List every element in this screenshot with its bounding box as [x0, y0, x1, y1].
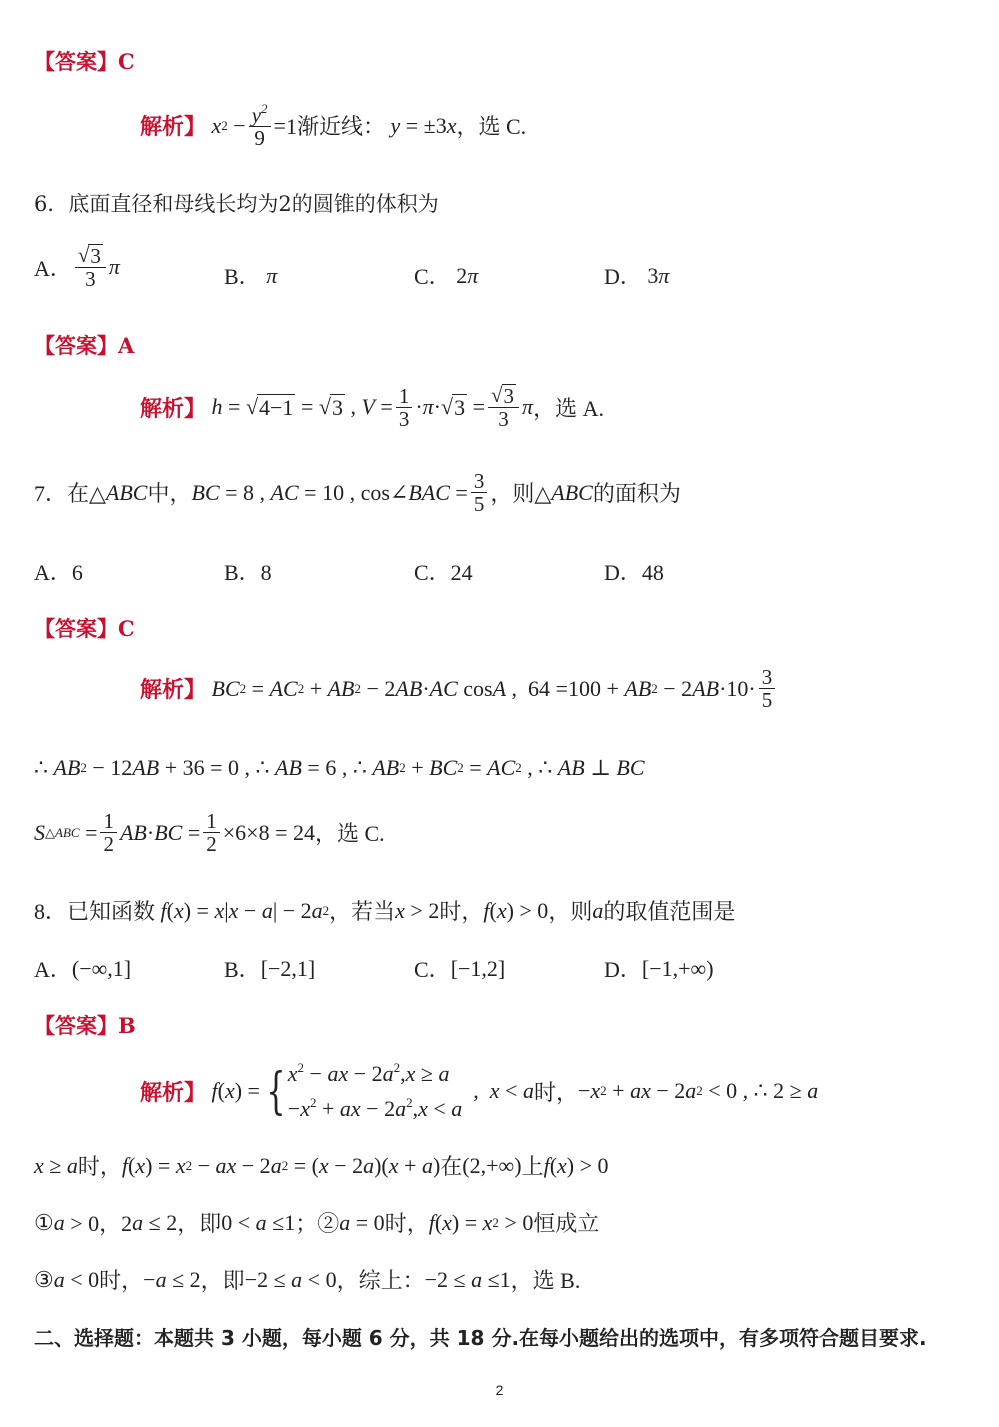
q6-option-c: C． 2 π [414, 262, 479, 289]
q7-analysis-line1: 解析】 BC 2 = AC 2 + AB 2 − 2 AB · AC cos A , 64 =100 + AB 2 − 2 AB ·10· $\frac{3}{5}$ [140, 666, 778, 711]
q5-answer: 【答案】 C [34, 48, 135, 74]
piecewise: { $x^2$ − ax − $2a^2,x \ge a$ $-x^2$ + ax − $2a^2,x < a$ [266, 1060, 463, 1122]
q8-analysis-line4: ③ a < 0 时， − a ≤ 2 ，即 −2 ≤ a < 0 ，综上： −2 ≤ a ≤1 ，选 B. [34, 1266, 581, 1293]
q6-stem: 6．底面直径和母线长均为2的圆锥的体积为 [34, 192, 439, 216]
q6-analysis: 解析】 h = √ 4−1 = √ 3 , V = $\frac{1}{3}$ · π · √ 3 = √ 3 3 π ，选 A. [140, 383, 604, 432]
q6-option-a: A． √ 3 3 π [34, 243, 120, 292]
q6-answer: 【答案】 A [34, 332, 135, 358]
q8-analysis-line1: 解析】 f ( x ) = { $x^2$ − ax − $2a^2,x \ge a$ $-x^2$ + ax − $2a^2,x < a$ , x < a 时， − x 2 + ax − 2 a 2 < 0 , ∴ 2 ≥ a [140, 1056, 818, 1126]
page-number: 2 [495, 1382, 504, 1398]
q7-option-b: B．8 [224, 560, 272, 585]
q8-option-c: C． [−1,2] [414, 955, 506, 982]
q6-option-d: D． 3 π [604, 262, 670, 289]
q7-stem: 7．在△ ABC 中， BC = 8 , AC = 10 , cos∠ BAC = $\frac{3}{5}$ ，则△ ABC 的面积为 [34, 469, 681, 517]
q8-analysis-line3: ① a > 0，2 a ≤ 2 ，即 0 < a ≤1 ；② a = 0 时， f ( x ) = x 2 > 0 恒成立 [34, 1209, 600, 1236]
q7-analysis-line2: ∴ AB 2 − 12 AB + 36 = 0 , ∴ AB = 6 , ∴ AB 2 + BC 2 = AC 2 , ∴ AB ⊥ BC [34, 755, 645, 780]
q7-option-d: D．48 [604, 560, 664, 585]
q8-analysis-line2: x ≥ a 时， f ( x ) = x 2 − ax − 2 a 2 = ( x − 2 a )( x + a ) 在 (2,+∞) 上 f ( x ) > 0 [34, 1152, 609, 1179]
q5-analysis: 解析】 x 2 − $\frac{y^2}{9}$ = 1渐近线： y = ±3 x ，选 C. [140, 101, 527, 151]
q7-analysis-line3: S △ABC = $\frac{1}{2}$ AB · BC = $\frac{1}{2}$ ×6×8 = 24 ，选 C. [34, 809, 385, 857]
q8-option-b: B． [−2,1] [224, 955, 316, 982]
q7-answer: 【答案】 C [34, 615, 135, 641]
q6-option-b: B． π [224, 262, 278, 289]
q8-stem: 8．已知函数 f ( x ) = x | x − a | − 2 a 2 ，若当 x > 2 时， f ( x ) > 0 ，则 a 的取值范围是 [34, 897, 736, 924]
q8-option-a: A． (−∞,1] [34, 955, 132, 982]
q8-option-d: D． [−1,+∞) [604, 955, 714, 982]
q7-option-a: A．6 [34, 560, 83, 585]
section-heading: 二、选择题：本题共 3 小题，每小题 6 分，共 18 分.在每小题给出的选项中，有多项符合题目要求. [34, 1326, 927, 1350]
q8-answer: 【答案】 B [34, 1012, 136, 1038]
q7-option-c: C．24 [414, 560, 473, 585]
